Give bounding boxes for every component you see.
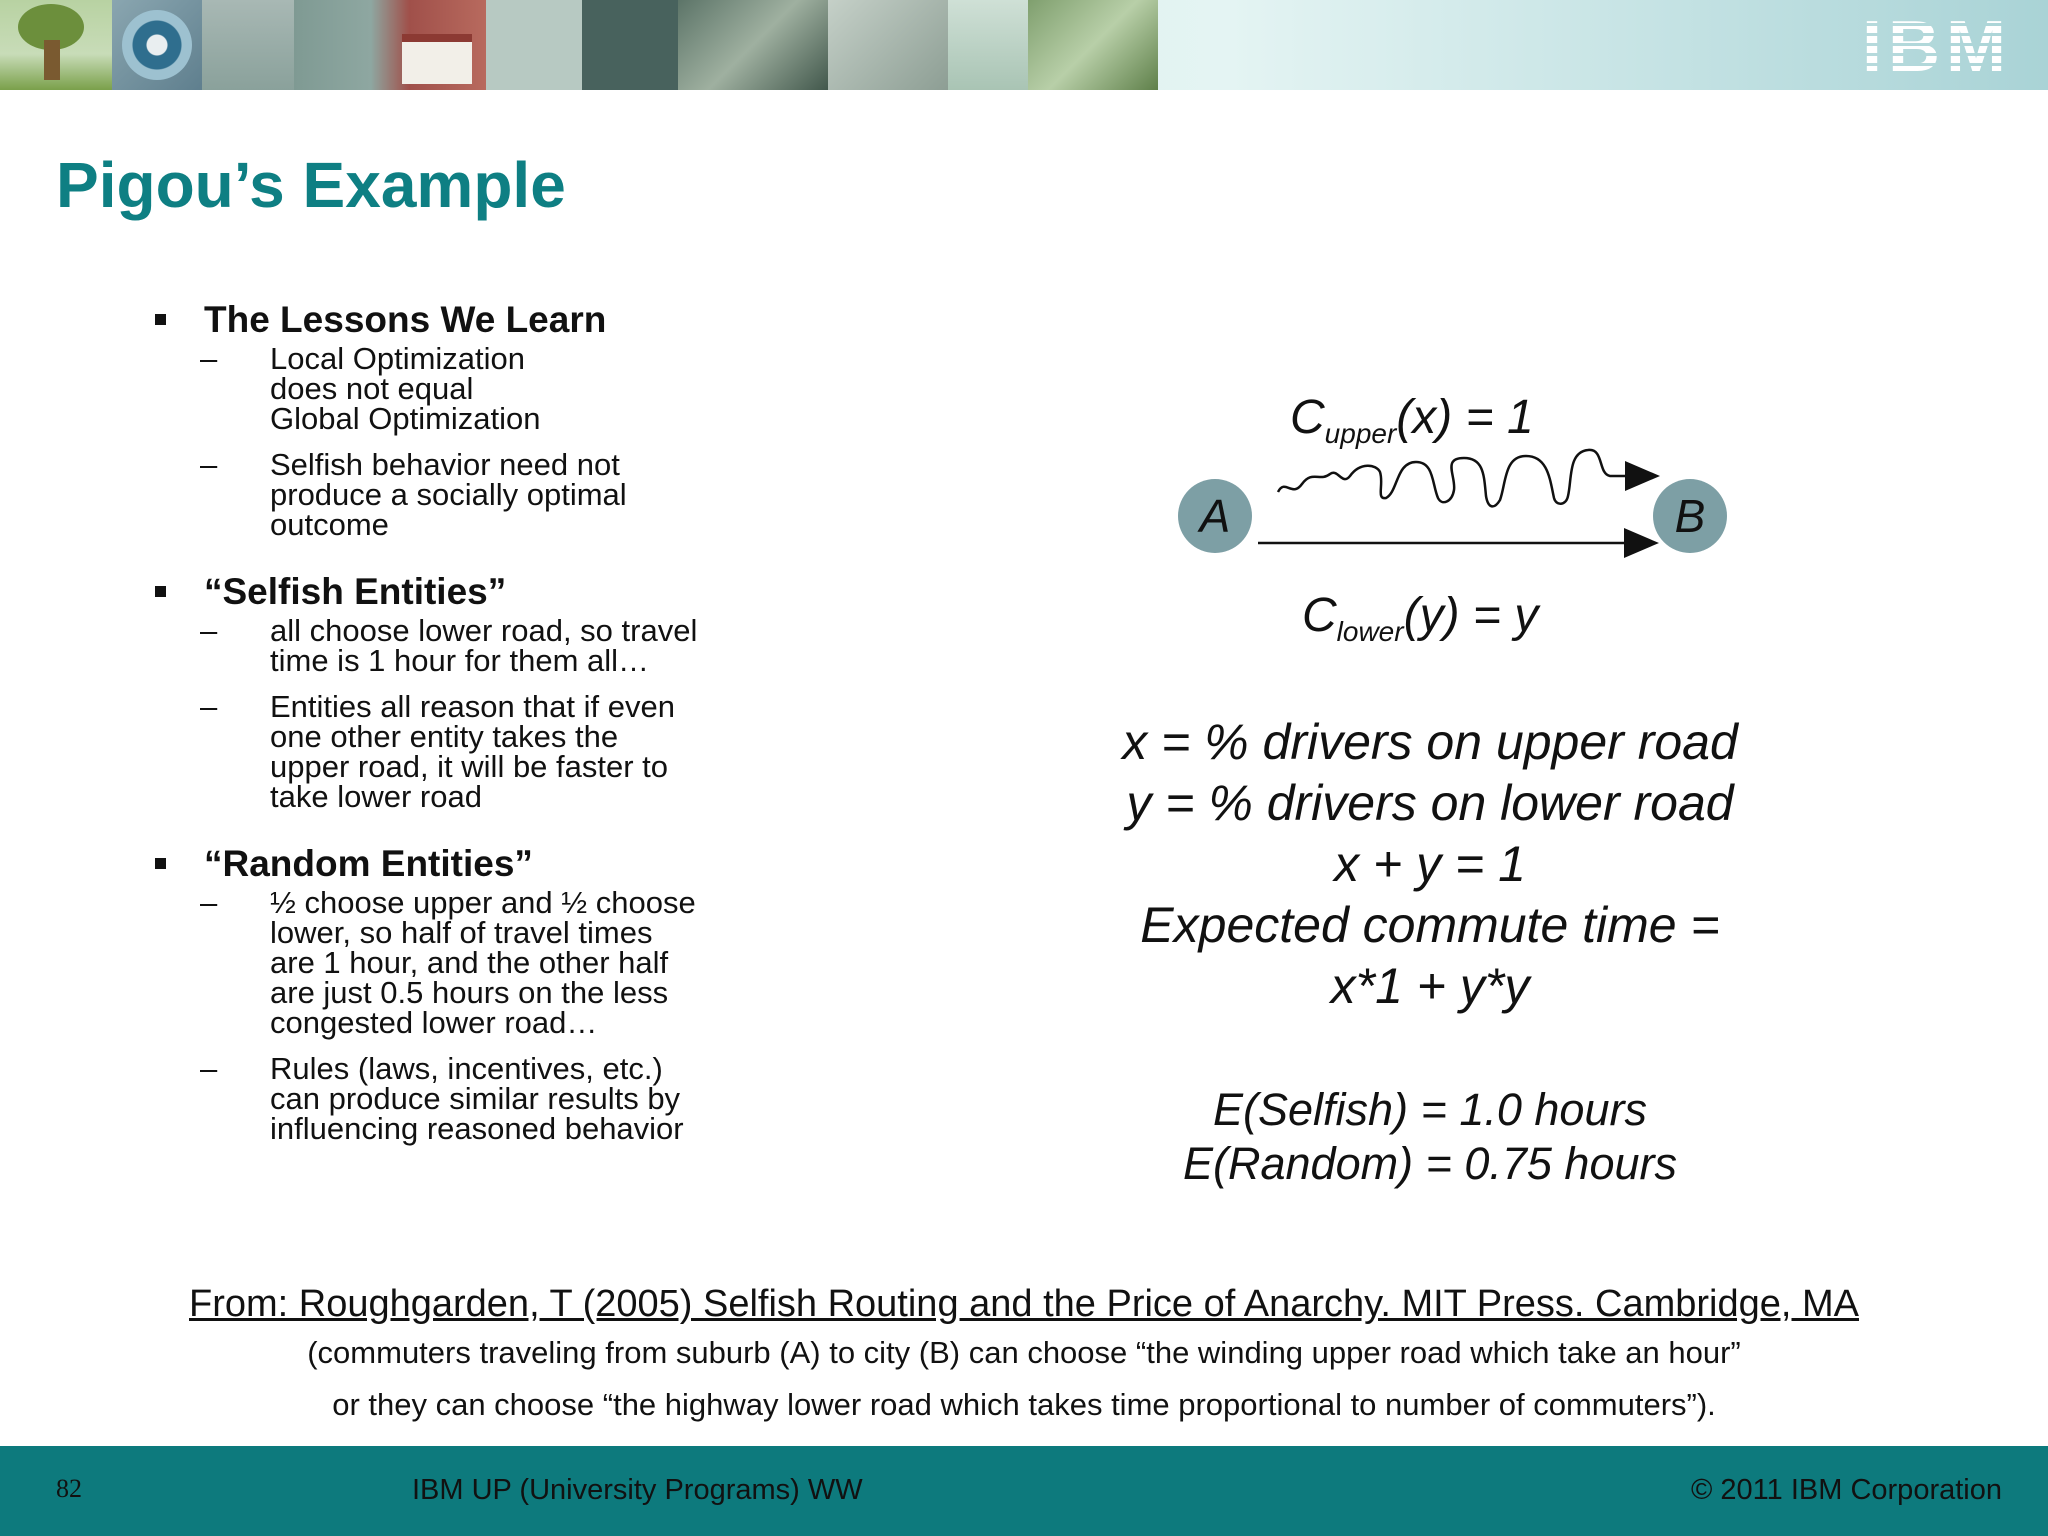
- banner-photo: [948, 0, 1028, 90]
- bullet-item: [150, 842, 830, 886]
- bullet-section: [150, 570, 830, 812]
- bullet-heading: The Lessons We Learn: [204, 299, 607, 340]
- sub-bullet-line: are 1 hour, and the other half: [270, 945, 669, 980]
- equation-line: x = % drivers on upper road: [1122, 714, 1738, 770]
- sub-bullet-line: upper road, it will be faster to: [270, 749, 669, 784]
- footer-copyright: © 2011 IBM Corporation: [1691, 1474, 2002, 1506]
- node-a-label: A: [1199, 490, 1231, 542]
- sub-bullet-line: Local Optimization: [270, 341, 526, 376]
- sub-bullet-item: [150, 885, 810, 1040]
- bullet-section: [150, 842, 830, 1144]
- sub-bullet-line: take lower road: [270, 779, 482, 814]
- bullet-item: [150, 570, 830, 614]
- banner-photo: [202, 0, 294, 90]
- page-number: 82: [56, 1474, 82, 1503]
- photo-strip: [0, 0, 1158, 90]
- banner-photo: [828, 0, 948, 90]
- sub-bullet-line: time is 1 hour for them all…: [270, 643, 650, 678]
- source-citation: From: Roughgarden, T (2005) Selfish Routing and the Price of Anarchy. MIT Press. Cambridge, MA: [189, 1283, 1859, 1325]
- sub-bullet-line: Selfish behavior need not: [270, 447, 620, 482]
- sub-bullet-line: ½ choose upper and ½ choose: [270, 885, 696, 920]
- bullet-heading: “Selfish Entities”: [204, 571, 507, 612]
- banner-photo: [1028, 0, 1158, 90]
- sub-bullet-line: does not equal: [270, 371, 474, 406]
- sub-bullet-line: Rules (laws, incentives, etc.): [270, 1051, 663, 1086]
- bullet-section: [150, 298, 830, 540]
- result-line: E(Random) = 0.75 hours: [1182, 1138, 1677, 1189]
- results-block: [1060, 1083, 1800, 1191]
- sub-bullet-item: [150, 1051, 810, 1146]
- sub-bullet-line: lower, so half of travel times: [270, 915, 653, 950]
- equation-line: x + y = 1: [1334, 836, 1526, 892]
- banner-photo: [678, 0, 828, 90]
- house-image: [294, 0, 486, 90]
- square-bullet-icon: [155, 586, 166, 597]
- lower-cost-formula: $C_{lower}(y) = y$: [1302, 589, 1539, 647]
- dash-bullet: –: [200, 1051, 218, 1086]
- sub-bullet-line: Entities all reason that if even: [270, 689, 675, 724]
- source-note-line: (commuters traveling from suburb (A) to city (B) can choose “the winding upper road which take an hour”: [307, 1335, 1741, 1370]
- dash-bullet: –: [200, 689, 218, 724]
- banner-photo: [582, 0, 678, 90]
- sub-bullet-line: congested lower road…: [270, 1005, 598, 1040]
- bullet-item: [150, 298, 830, 342]
- sub-bullet-line: influencing reasoned behavior: [270, 1111, 684, 1146]
- dash-bullet: –: [200, 447, 218, 482]
- lessons-list: [150, 298, 830, 1174]
- road-diagram: [1080, 380, 1840, 660]
- node-b-label: B: [1674, 490, 1706, 542]
- footer-bar: [0, 1446, 2048, 1536]
- sub-bullet-item: [150, 689, 810, 814]
- dash-bullet: –: [200, 341, 218, 376]
- ibm-logo: IBM: [1862, 7, 2012, 87]
- banner-photo: [486, 0, 582, 90]
- square-bullet-icon: [155, 858, 166, 869]
- tree-image: [0, 0, 112, 90]
- header-banner: [0, 0, 2048, 90]
- sub-bullet-line: one other entity takes the: [270, 719, 619, 754]
- equations-block: [1060, 712, 1800, 1017]
- dash-bullet: –: [200, 613, 218, 648]
- sub-bullet-line: outcome: [270, 507, 389, 542]
- sub-bullet-item: [150, 613, 810, 678]
- upper-road-arrow: [1278, 450, 1655, 507]
- slide-title: Pigou’s Example: [56, 149, 566, 221]
- square-bullet-icon: [155, 314, 166, 325]
- source-note-line: or they can choose “the highway lower road which takes time proportional to number of commuters”).: [332, 1387, 1716, 1422]
- sub-bullet-item: [150, 341, 810, 436]
- sub-bullet-line: all choose lower road, so travel: [270, 613, 698, 648]
- footer-program-text: IBM UP (University Programs) WW: [412, 1474, 863, 1506]
- upper-cost-formula: $C_{upper}(x) = 1$: [1290, 391, 1534, 449]
- equation-line: x*1 + y*y: [1330, 958, 1530, 1014]
- globe-image: [112, 0, 202, 90]
- sub-bullet-line: produce a socially optimal: [270, 477, 627, 512]
- sub-bullet-line: can produce similar results by: [270, 1081, 681, 1116]
- sub-bullet-item: [150, 447, 810, 542]
- result-line: E(Selfish) = 1.0 hours: [1213, 1084, 1647, 1135]
- equation-line: y = % drivers on lower road: [1126, 775, 1734, 831]
- sub-bullet-line: are just 0.5 hours on the less: [270, 975, 669, 1010]
- sub-bullet-line: Global Optimization: [270, 401, 541, 436]
- equation-line: Expected commute time =: [1140, 897, 1720, 953]
- dash-bullet: –: [200, 885, 218, 920]
- bullet-heading: “Random Entities”: [204, 843, 533, 884]
